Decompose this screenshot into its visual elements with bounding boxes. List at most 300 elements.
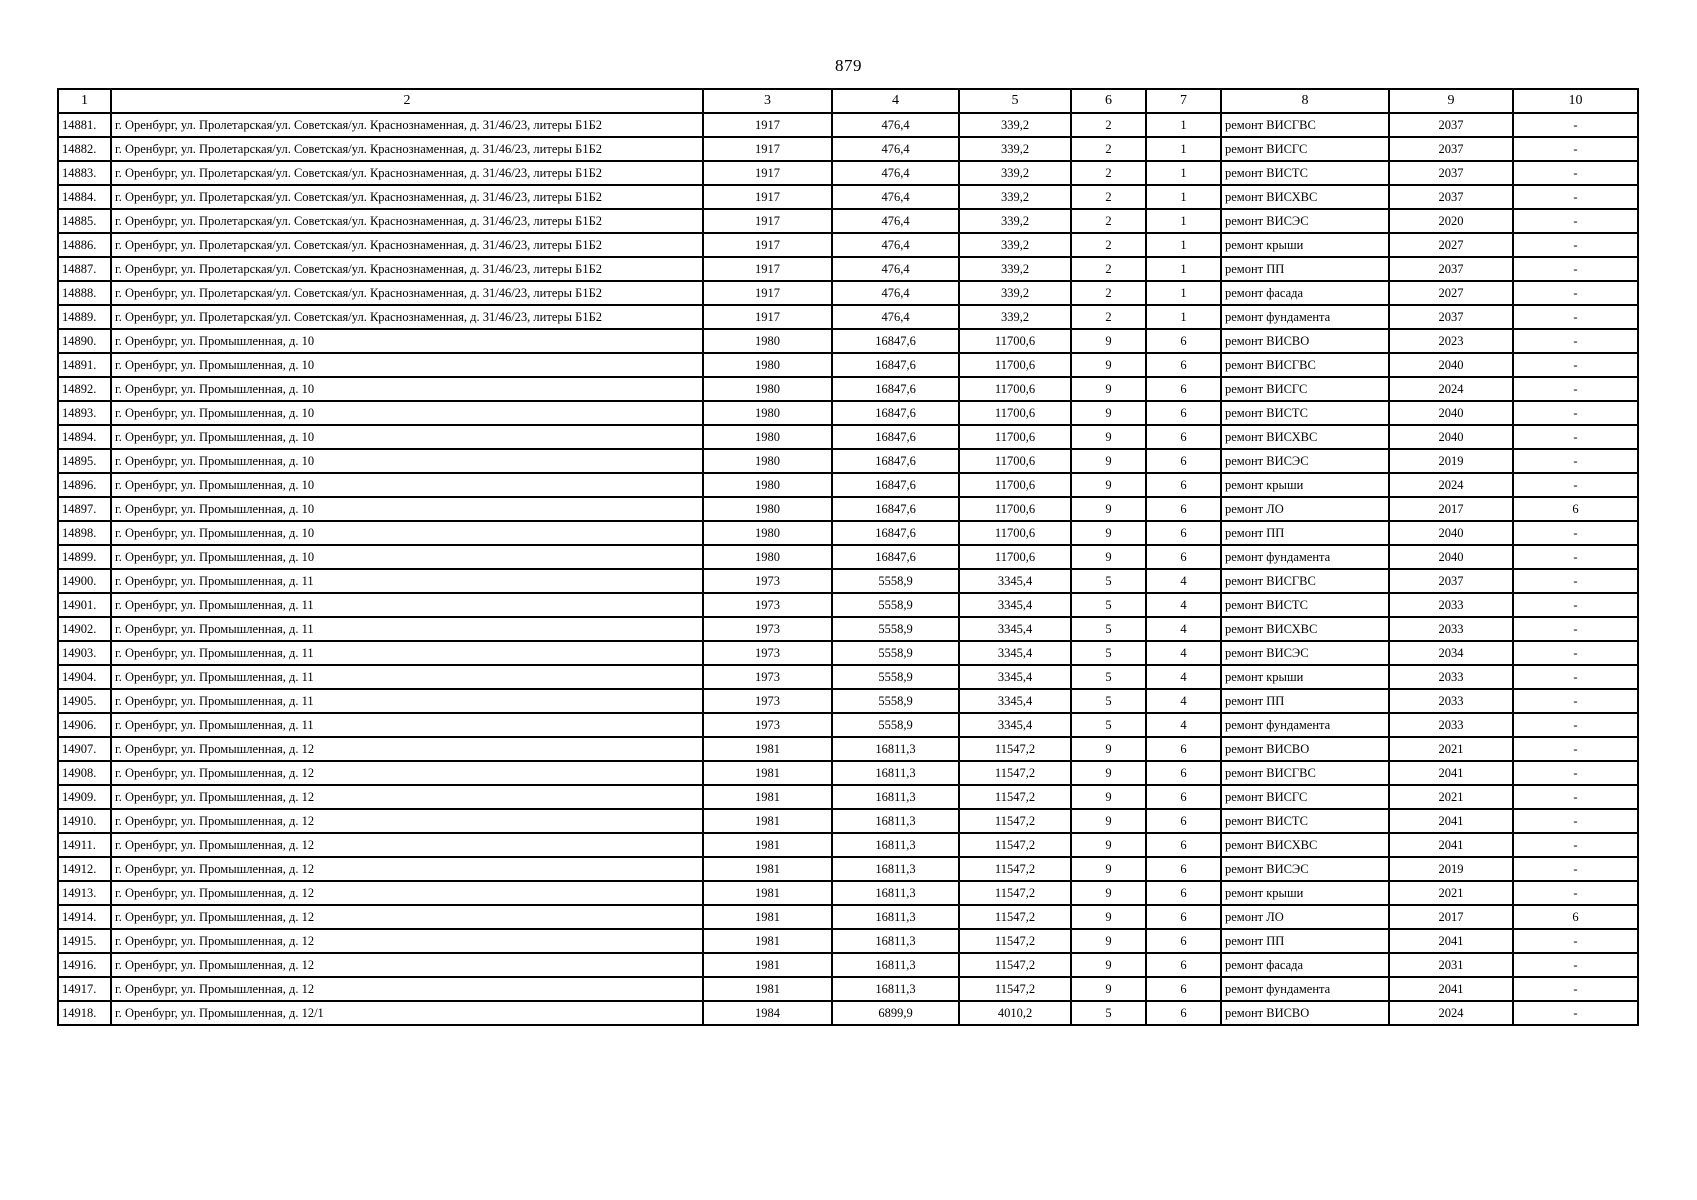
address-cell: г. Оренбург, ул. Промышленная, д. 12: [111, 977, 703, 1001]
year-cell: 1980: [703, 521, 832, 545]
entrances-cell: 1: [1146, 305, 1221, 329]
table-row: [58, 713, 1638, 737]
floors-cell: 2: [1071, 233, 1146, 257]
living-area-cell: 339,2: [959, 257, 1071, 281]
table-row: [58, 569, 1638, 593]
year-cell: 1980: [703, 545, 832, 569]
row-number-cell: 14883.: [58, 161, 111, 185]
year-cell: 1917: [703, 137, 832, 161]
note-cell: -: [1513, 161, 1638, 185]
note-cell: -: [1513, 641, 1638, 665]
floors-cell: 2: [1071, 185, 1146, 209]
living-area-cell: 339,2: [959, 161, 1071, 185]
total-area-cell: 16847,6: [832, 545, 959, 569]
planned-year-cell: 2040: [1389, 425, 1513, 449]
planned-year-cell: 2040: [1389, 353, 1513, 377]
work-type-cell: ремонт ПП: [1221, 257, 1389, 281]
floors-cell: 9: [1071, 329, 1146, 353]
address-cell: г. Оренбург, ул. Промышленная, д. 10: [111, 329, 703, 353]
planned-year-cell: 2017: [1389, 905, 1513, 929]
total-area-cell: 16811,3: [832, 809, 959, 833]
living-area-cell: 11700,6: [959, 377, 1071, 401]
entrances-cell: 1: [1146, 185, 1221, 209]
table-row: [58, 401, 1638, 425]
work-type-cell: ремонт крыши: [1221, 665, 1389, 689]
floors-cell: 5: [1071, 713, 1146, 737]
note-cell: -: [1513, 569, 1638, 593]
work-type-cell: ремонт фундамента: [1221, 545, 1389, 569]
entrances-cell: 1: [1146, 233, 1221, 257]
entrances-cell: 1: [1146, 161, 1221, 185]
address-cell: г. Оренбург, ул. Промышленная, д. 12: [111, 833, 703, 857]
planned-year-cell: 2037: [1389, 137, 1513, 161]
note-cell: -: [1513, 209, 1638, 233]
planned-year-cell: 2024: [1389, 377, 1513, 401]
floors-cell: 9: [1071, 977, 1146, 1001]
header-col-10: 10: [1513, 89, 1638, 113]
table-row: [58, 209, 1638, 233]
floors-cell: 2: [1071, 137, 1146, 161]
row-number-cell: 14899.: [58, 545, 111, 569]
work-type-cell: ремонт ВИСХВС: [1221, 425, 1389, 449]
address-cell: г. Оренбург, ул. Промышленная, д. 12: [111, 737, 703, 761]
entrances-cell: 6: [1146, 881, 1221, 905]
table-row: [58, 545, 1638, 569]
address-cell: г. Оренбург, ул. Промышленная, д. 10: [111, 401, 703, 425]
entrances-cell: 6: [1146, 1001, 1221, 1025]
planned-year-cell: 2037: [1389, 113, 1513, 137]
total-area-cell: 476,4: [832, 185, 959, 209]
row-number-cell: 14902.: [58, 617, 111, 641]
header-col-5: 5: [959, 89, 1071, 113]
total-area-cell: 16811,3: [832, 977, 959, 1001]
work-type-cell: ремонт фасада: [1221, 281, 1389, 305]
total-area-cell: 5558,9: [832, 689, 959, 713]
total-area-cell: 476,4: [832, 161, 959, 185]
year-cell: 1980: [703, 329, 832, 353]
table-row: [58, 761, 1638, 785]
note-cell: -: [1513, 977, 1638, 1001]
living-area-cell: 11547,2: [959, 785, 1071, 809]
note-cell: -: [1513, 233, 1638, 257]
planned-year-cell: 2031: [1389, 953, 1513, 977]
address-cell: г. Оренбург, ул. Промышленная, д. 10: [111, 521, 703, 545]
living-area-cell: 11700,6: [959, 329, 1071, 353]
entrances-cell: 6: [1146, 809, 1221, 833]
entrances-cell: 6: [1146, 521, 1221, 545]
note-cell: -: [1513, 785, 1638, 809]
work-type-cell: ремонт ВИСХВС: [1221, 833, 1389, 857]
planned-year-cell: 2027: [1389, 233, 1513, 257]
table-row: [58, 857, 1638, 881]
row-number-cell: 14901.: [58, 593, 111, 617]
living-area-cell: 3345,4: [959, 593, 1071, 617]
address-cell: г. Оренбург, ул. Промышленная, д. 10: [111, 545, 703, 569]
work-type-cell: ремонт крыши: [1221, 881, 1389, 905]
floors-cell: 9: [1071, 497, 1146, 521]
work-type-cell: ремонт ПП: [1221, 689, 1389, 713]
year-cell: 1981: [703, 953, 832, 977]
table-row: [58, 473, 1638, 497]
table-row: [58, 377, 1638, 401]
year-cell: 1980: [703, 401, 832, 425]
floors-cell: 9: [1071, 785, 1146, 809]
table-row: [58, 905, 1638, 929]
table-row: [58, 641, 1638, 665]
work-type-cell: ремонт ВИСХВС: [1221, 185, 1389, 209]
work-type-cell: ремонт фундамента: [1221, 977, 1389, 1001]
living-area-cell: 11547,2: [959, 929, 1071, 953]
entrances-cell: 6: [1146, 857, 1221, 881]
planned-year-cell: 2020: [1389, 209, 1513, 233]
work-type-cell: ремонт фундамента: [1221, 305, 1389, 329]
living-area-cell: 339,2: [959, 281, 1071, 305]
address-cell: г. Оренбург, ул. Промышленная, д. 10: [111, 497, 703, 521]
note-cell: 6: [1513, 497, 1638, 521]
note-cell: -: [1513, 809, 1638, 833]
floors-cell: 5: [1071, 569, 1146, 593]
total-area-cell: 476,4: [832, 281, 959, 305]
address-cell: г. Оренбург, ул. Промышленная, д. 11: [111, 617, 703, 641]
entrances-cell: 6: [1146, 737, 1221, 761]
entrances-cell: 6: [1146, 377, 1221, 401]
table-row: [58, 665, 1638, 689]
work-type-cell: ремонт ВИСТС: [1221, 161, 1389, 185]
floors-cell: 9: [1071, 521, 1146, 545]
address-cell: г. Оренбург, ул. Промышленная, д. 12/1: [111, 1001, 703, 1025]
living-area-cell: 339,2: [959, 305, 1071, 329]
living-area-cell: 3345,4: [959, 713, 1071, 737]
living-area-cell: 3345,4: [959, 617, 1071, 641]
planned-year-cell: 2021: [1389, 737, 1513, 761]
header-col-1: 1: [58, 89, 111, 113]
address-cell: г. Оренбург, ул. Промышленная, д. 12: [111, 953, 703, 977]
work-type-cell: ремонт крыши: [1221, 233, 1389, 257]
note-cell: -: [1513, 353, 1638, 377]
total-area-cell: 476,4: [832, 113, 959, 137]
floors-cell: 2: [1071, 209, 1146, 233]
row-number-cell: 14890.: [58, 329, 111, 353]
work-type-cell: ремонт ВИСГВС: [1221, 569, 1389, 593]
entrances-cell: 6: [1146, 497, 1221, 521]
entrances-cell: 4: [1146, 593, 1221, 617]
entrances-cell: 1: [1146, 281, 1221, 305]
year-cell: 1981: [703, 929, 832, 953]
living-area-cell: 3345,4: [959, 665, 1071, 689]
total-area-cell: 16847,6: [832, 449, 959, 473]
living-area-cell: 11547,2: [959, 809, 1071, 833]
living-area-cell: 3345,4: [959, 569, 1071, 593]
entrances-cell: 6: [1146, 761, 1221, 785]
total-area-cell: 16847,6: [832, 497, 959, 521]
entrances-cell: 6: [1146, 401, 1221, 425]
year-cell: 1981: [703, 809, 832, 833]
planned-year-cell: 2041: [1389, 929, 1513, 953]
work-type-cell: ремонт ПП: [1221, 929, 1389, 953]
living-area-cell: 11700,6: [959, 353, 1071, 377]
floors-cell: 5: [1071, 617, 1146, 641]
work-type-cell: ремонт ПП: [1221, 521, 1389, 545]
entrances-cell: 4: [1146, 689, 1221, 713]
total-area-cell: 476,4: [832, 137, 959, 161]
planned-year-cell: 2041: [1389, 977, 1513, 1001]
year-cell: 1973: [703, 713, 832, 737]
total-area-cell: 476,4: [832, 233, 959, 257]
year-cell: 1917: [703, 185, 832, 209]
note-cell: -: [1513, 425, 1638, 449]
total-area-cell: 476,4: [832, 305, 959, 329]
floors-cell: 9: [1071, 929, 1146, 953]
note-cell: -: [1513, 329, 1638, 353]
year-cell: 1973: [703, 689, 832, 713]
living-area-cell: 11547,2: [959, 761, 1071, 785]
address-cell: г. Оренбург, ул. Пролетарская/ул. Советская/ул. Краснознаменная, д. 31/46/23, литеры Б1Б2: [111, 113, 703, 137]
row-number-cell: 14881.: [58, 113, 111, 137]
entrances-cell: 4: [1146, 665, 1221, 689]
note-cell: -: [1513, 473, 1638, 497]
work-type-cell: ремонт ВИСГВС: [1221, 113, 1389, 137]
floors-cell: 5: [1071, 593, 1146, 617]
year-cell: 1981: [703, 881, 832, 905]
entrances-cell: 1: [1146, 113, 1221, 137]
note-cell: -: [1513, 593, 1638, 617]
table-row: [58, 137, 1638, 161]
floors-cell: 2: [1071, 161, 1146, 185]
work-type-cell: ремонт ВИСВО: [1221, 737, 1389, 761]
table-row: [58, 305, 1638, 329]
table-row: [58, 497, 1638, 521]
entrances-cell: 6: [1146, 425, 1221, 449]
year-cell: 1973: [703, 617, 832, 641]
address-cell: г. Оренбург, ул. Пролетарская/ул. Советская/ул. Краснознаменная, д. 31/46/23, литеры Б1Б2: [111, 137, 703, 161]
table-row: [58, 617, 1638, 641]
address-cell: г. Оренбург, ул. Промышленная, д. 10: [111, 473, 703, 497]
floors-cell: 2: [1071, 257, 1146, 281]
row-number-cell: 14891.: [58, 353, 111, 377]
note-cell: -: [1513, 689, 1638, 713]
total-area-cell: 16847,6: [832, 473, 959, 497]
row-number-cell: 14889.: [58, 305, 111, 329]
work-type-cell: ремонт ВИСГВС: [1221, 353, 1389, 377]
total-area-cell: 16811,3: [832, 785, 959, 809]
address-cell: г. Оренбург, ул. Пролетарская/ул. Советская/ул. Краснознаменная, д. 31/46/23, литеры Б1Б2: [111, 257, 703, 281]
total-area-cell: 5558,9: [832, 569, 959, 593]
floors-cell: 9: [1071, 809, 1146, 833]
work-type-cell: ремонт ВИСГС: [1221, 137, 1389, 161]
year-cell: 1981: [703, 977, 832, 1001]
work-type-cell: ремонт ВИСГС: [1221, 377, 1389, 401]
entrances-cell: 6: [1146, 977, 1221, 1001]
total-area-cell: 476,4: [832, 257, 959, 281]
planned-year-cell: 2023: [1389, 329, 1513, 353]
living-area-cell: 11700,6: [959, 497, 1071, 521]
note-cell: -: [1513, 881, 1638, 905]
header-col-7: 7: [1146, 89, 1221, 113]
floors-cell: 9: [1071, 401, 1146, 425]
year-cell: 1917: [703, 233, 832, 257]
table-row: [58, 449, 1638, 473]
address-cell: г. Оренбург, ул. Пролетарская/ул. Советская/ул. Краснознаменная, д. 31/46/23, литеры Б1Б2: [111, 161, 703, 185]
floors-cell: 5: [1071, 665, 1146, 689]
year-cell: 1973: [703, 641, 832, 665]
address-cell: г. Оренбург, ул. Промышленная, д. 12: [111, 929, 703, 953]
total-area-cell: 5558,9: [832, 617, 959, 641]
floors-cell: 9: [1071, 449, 1146, 473]
row-number-cell: 14916.: [58, 953, 111, 977]
year-cell: 1981: [703, 761, 832, 785]
living-area-cell: 11700,6: [959, 449, 1071, 473]
note-cell: -: [1513, 617, 1638, 641]
entrances-cell: 4: [1146, 641, 1221, 665]
living-area-cell: 11547,2: [959, 737, 1071, 761]
total-area-cell: 16811,3: [832, 905, 959, 929]
living-area-cell: 11547,2: [959, 833, 1071, 857]
living-area-cell: 11700,6: [959, 521, 1071, 545]
address-cell: г. Оренбург, ул. Промышленная, д. 12: [111, 857, 703, 881]
address-cell: г. Оренбург, ул. Промышленная, д. 11: [111, 665, 703, 689]
row-number-cell: 14887.: [58, 257, 111, 281]
planned-year-cell: 2037: [1389, 161, 1513, 185]
work-type-cell: ремонт ЛО: [1221, 905, 1389, 929]
planned-year-cell: 2040: [1389, 401, 1513, 425]
planned-year-cell: 2040: [1389, 521, 1513, 545]
living-area-cell: 11700,6: [959, 545, 1071, 569]
table-row: [58, 809, 1638, 833]
year-cell: 1917: [703, 305, 832, 329]
entrances-cell: 4: [1146, 617, 1221, 641]
header-col-6: 6: [1071, 89, 1146, 113]
total-area-cell: 16847,6: [832, 425, 959, 449]
floors-cell: 9: [1071, 473, 1146, 497]
table-row: [58, 833, 1638, 857]
registry-table: [57, 88, 1639, 1026]
note-cell: -: [1513, 281, 1638, 305]
address-cell: г. Оренбург, ул. Промышленная, д. 11: [111, 593, 703, 617]
planned-year-cell: 2024: [1389, 473, 1513, 497]
header-col-8: 8: [1221, 89, 1389, 113]
living-area-cell: 11700,6: [959, 425, 1071, 449]
planned-year-cell: 2021: [1389, 881, 1513, 905]
work-type-cell: ремонт ВИСЭС: [1221, 209, 1389, 233]
row-number-cell: 14915.: [58, 929, 111, 953]
header-col-4: 4: [832, 89, 959, 113]
planned-year-cell: 2019: [1389, 449, 1513, 473]
row-number-cell: 14893.: [58, 401, 111, 425]
work-type-cell: ремонт ЛО: [1221, 497, 1389, 521]
table-row: [58, 161, 1638, 185]
header-col-2: 2: [111, 89, 703, 113]
planned-year-cell: 2027: [1389, 281, 1513, 305]
living-area-cell: 3345,4: [959, 641, 1071, 665]
address-cell: г. Оренбург, ул. Промышленная, д. 10: [111, 425, 703, 449]
living-area-cell: 11547,2: [959, 881, 1071, 905]
planned-year-cell: 2033: [1389, 617, 1513, 641]
entrances-cell: 1: [1146, 257, 1221, 281]
row-number-cell: 14906.: [58, 713, 111, 737]
work-type-cell: ремонт ВИСТС: [1221, 809, 1389, 833]
note-cell: -: [1513, 1001, 1638, 1025]
table-row: [58, 353, 1638, 377]
table-row: [58, 113, 1638, 137]
row-number-cell: 14896.: [58, 473, 111, 497]
living-area-cell: 339,2: [959, 233, 1071, 257]
address-cell: г. Оренбург, ул. Промышленная, д. 11: [111, 641, 703, 665]
row-number-cell: 14918.: [58, 1001, 111, 1025]
year-cell: 1981: [703, 785, 832, 809]
work-type-cell: ремонт ВИСЭС: [1221, 641, 1389, 665]
year-cell: 1981: [703, 905, 832, 929]
work-type-cell: ремонт ВИСЭС: [1221, 857, 1389, 881]
address-cell: г. Оренбург, ул. Промышленная, д. 12: [111, 785, 703, 809]
table-header-row: [58, 89, 1638, 113]
entrances-cell: 6: [1146, 953, 1221, 977]
total-area-cell: 16811,3: [832, 953, 959, 977]
year-cell: 1917: [703, 209, 832, 233]
total-area-cell: 476,4: [832, 209, 959, 233]
work-type-cell: ремонт ВИСЭС: [1221, 449, 1389, 473]
table-row: [58, 953, 1638, 977]
work-type-cell: ремонт фундамента: [1221, 713, 1389, 737]
entrances-cell: 6: [1146, 545, 1221, 569]
floors-cell: 9: [1071, 881, 1146, 905]
row-number-cell: 14905.: [58, 689, 111, 713]
floors-cell: 5: [1071, 1001, 1146, 1025]
row-number-cell: 14897.: [58, 497, 111, 521]
floors-cell: 2: [1071, 113, 1146, 137]
floors-cell: 9: [1071, 905, 1146, 929]
planned-year-cell: 2040: [1389, 545, 1513, 569]
address-cell: г. Оренбург, ул. Промышленная, д. 12: [111, 905, 703, 929]
living-area-cell: 339,2: [959, 209, 1071, 233]
year-cell: 1980: [703, 377, 832, 401]
entrances-cell: 6: [1146, 905, 1221, 929]
planned-year-cell: 2034: [1389, 641, 1513, 665]
address-cell: г. Оренбург, ул. Пролетарская/ул. Советская/ул. Краснознаменная, д. 31/46/23, литеры Б1Б2: [111, 233, 703, 257]
row-number-cell: 14910.: [58, 809, 111, 833]
table-row: [58, 785, 1638, 809]
table-row: [58, 1001, 1638, 1025]
living-area-cell: 11700,6: [959, 473, 1071, 497]
year-cell: 1917: [703, 281, 832, 305]
entrances-cell: 6: [1146, 929, 1221, 953]
planned-year-cell: 2017: [1389, 497, 1513, 521]
living-area-cell: 11700,6: [959, 401, 1071, 425]
address-cell: г. Оренбург, ул. Пролетарская/ул. Советская/ул. Краснознаменная, д. 31/46/23, литеры Б1Б2: [111, 209, 703, 233]
floors-cell: 9: [1071, 737, 1146, 761]
year-cell: 1980: [703, 353, 832, 377]
work-type-cell: ремонт крыши: [1221, 473, 1389, 497]
address-cell: г. Оренбург, ул. Промышленная, д. 10: [111, 353, 703, 377]
row-number-cell: 14914.: [58, 905, 111, 929]
table-row: [58, 881, 1638, 905]
table-row: [58, 593, 1638, 617]
floors-cell: 9: [1071, 761, 1146, 785]
total-area-cell: 16847,6: [832, 353, 959, 377]
living-area-cell: 11547,2: [959, 953, 1071, 977]
note-cell: -: [1513, 257, 1638, 281]
work-type-cell: ремонт ВИСТС: [1221, 593, 1389, 617]
row-number-cell: 14886.: [58, 233, 111, 257]
note-cell: -: [1513, 377, 1638, 401]
planned-year-cell: 2037: [1389, 569, 1513, 593]
row-number-cell: 14884.: [58, 185, 111, 209]
floors-cell: 9: [1071, 353, 1146, 377]
address-cell: г. Оренбург, ул. Промышленная, д. 11: [111, 689, 703, 713]
entrances-cell: 6: [1146, 329, 1221, 353]
address-cell: г. Оренбург, ул. Пролетарская/ул. Советская/ул. Краснознаменная, д. 31/46/23, литеры Б1Б2: [111, 305, 703, 329]
address-cell: г. Оренбург, ул. Пролетарская/ул. Советская/ул. Краснознаменная, д. 31/46/23, литеры Б1Б2: [111, 185, 703, 209]
floors-cell: 9: [1071, 833, 1146, 857]
